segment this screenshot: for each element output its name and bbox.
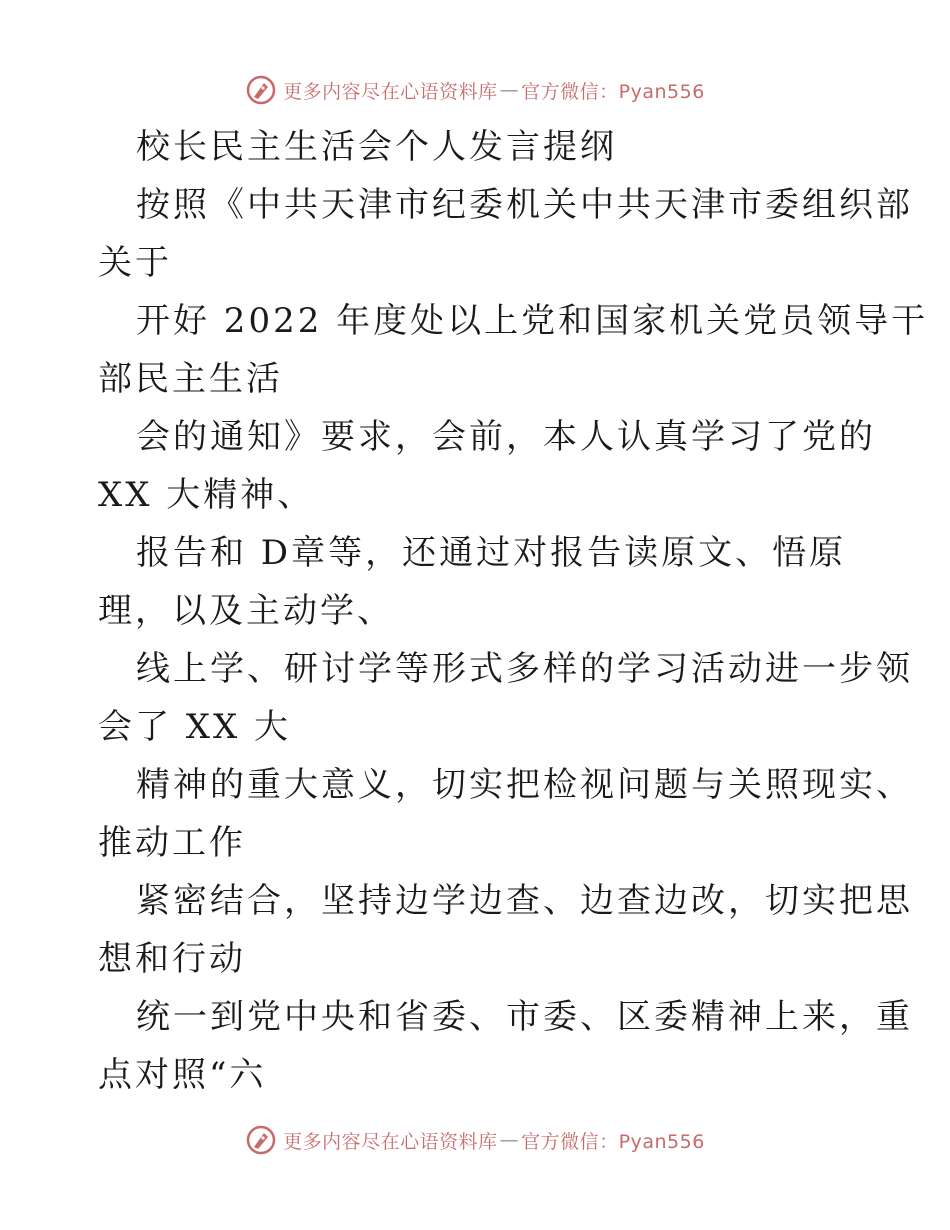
document-body	[98, 118, 929, 1104]
watermark-text: 更多内容尽在心语资料库	[283, 1130, 498, 1153]
text-line: 报告和 D章等，还通过对报告读原文、悟原	[136, 533, 847, 573]
text-line: 关于	[98, 243, 172, 283]
watermark-text: 更多内容尽在心语资料库	[283, 80, 498, 103]
watermark-dash: —	[499, 1129, 520, 1151]
text-line: 理，以及主动学、	[98, 591, 394, 631]
watermark-contact: 官方微信：Pyan556	[521, 80, 705, 103]
text-line: 部民主生活	[98, 359, 283, 399]
text-line: 会的通知》要求，会前，本人认真学习了党的	[136, 417, 876, 457]
header-watermark	[0, 70, 950, 110]
text-line: 开好 2022 年度处以上党和国家机关党员领导干	[136, 301, 929, 341]
watermark-contact: 官方微信：Pyan556	[521, 1130, 705, 1153]
text-line: 点对照“六	[98, 1055, 267, 1095]
pen-nib-circle-icon	[245, 74, 277, 106]
document-title: 校长民主生活会个人发言提纲	[136, 127, 617, 167]
text-line: 线上学、研讨学等形式多样的学习活动进一步领	[136, 649, 913, 689]
text-line: 想和行动	[98, 939, 246, 979]
text-line: 统一到党中央和省委、市委、区委精神上来，重	[136, 997, 913, 1037]
text-line: XX 大精神、	[98, 475, 315, 515]
text-line: 推动工作	[98, 823, 246, 863]
text-line: 会了 XX 大	[98, 707, 292, 747]
footer-watermark	[0, 1120, 950, 1160]
text-line: 精神的重大意义，切实把检视问题与关照现实、	[136, 765, 913, 805]
watermark-dash: —	[499, 79, 520, 101]
pen-nib-circle-icon	[245, 1124, 277, 1156]
text-line: 按照《中共天津市纪委机关中共天津市委组织部	[136, 185, 913, 225]
text-line: 紧密结合，坚持边学边查、边查边改，切实把思	[136, 881, 913, 921]
